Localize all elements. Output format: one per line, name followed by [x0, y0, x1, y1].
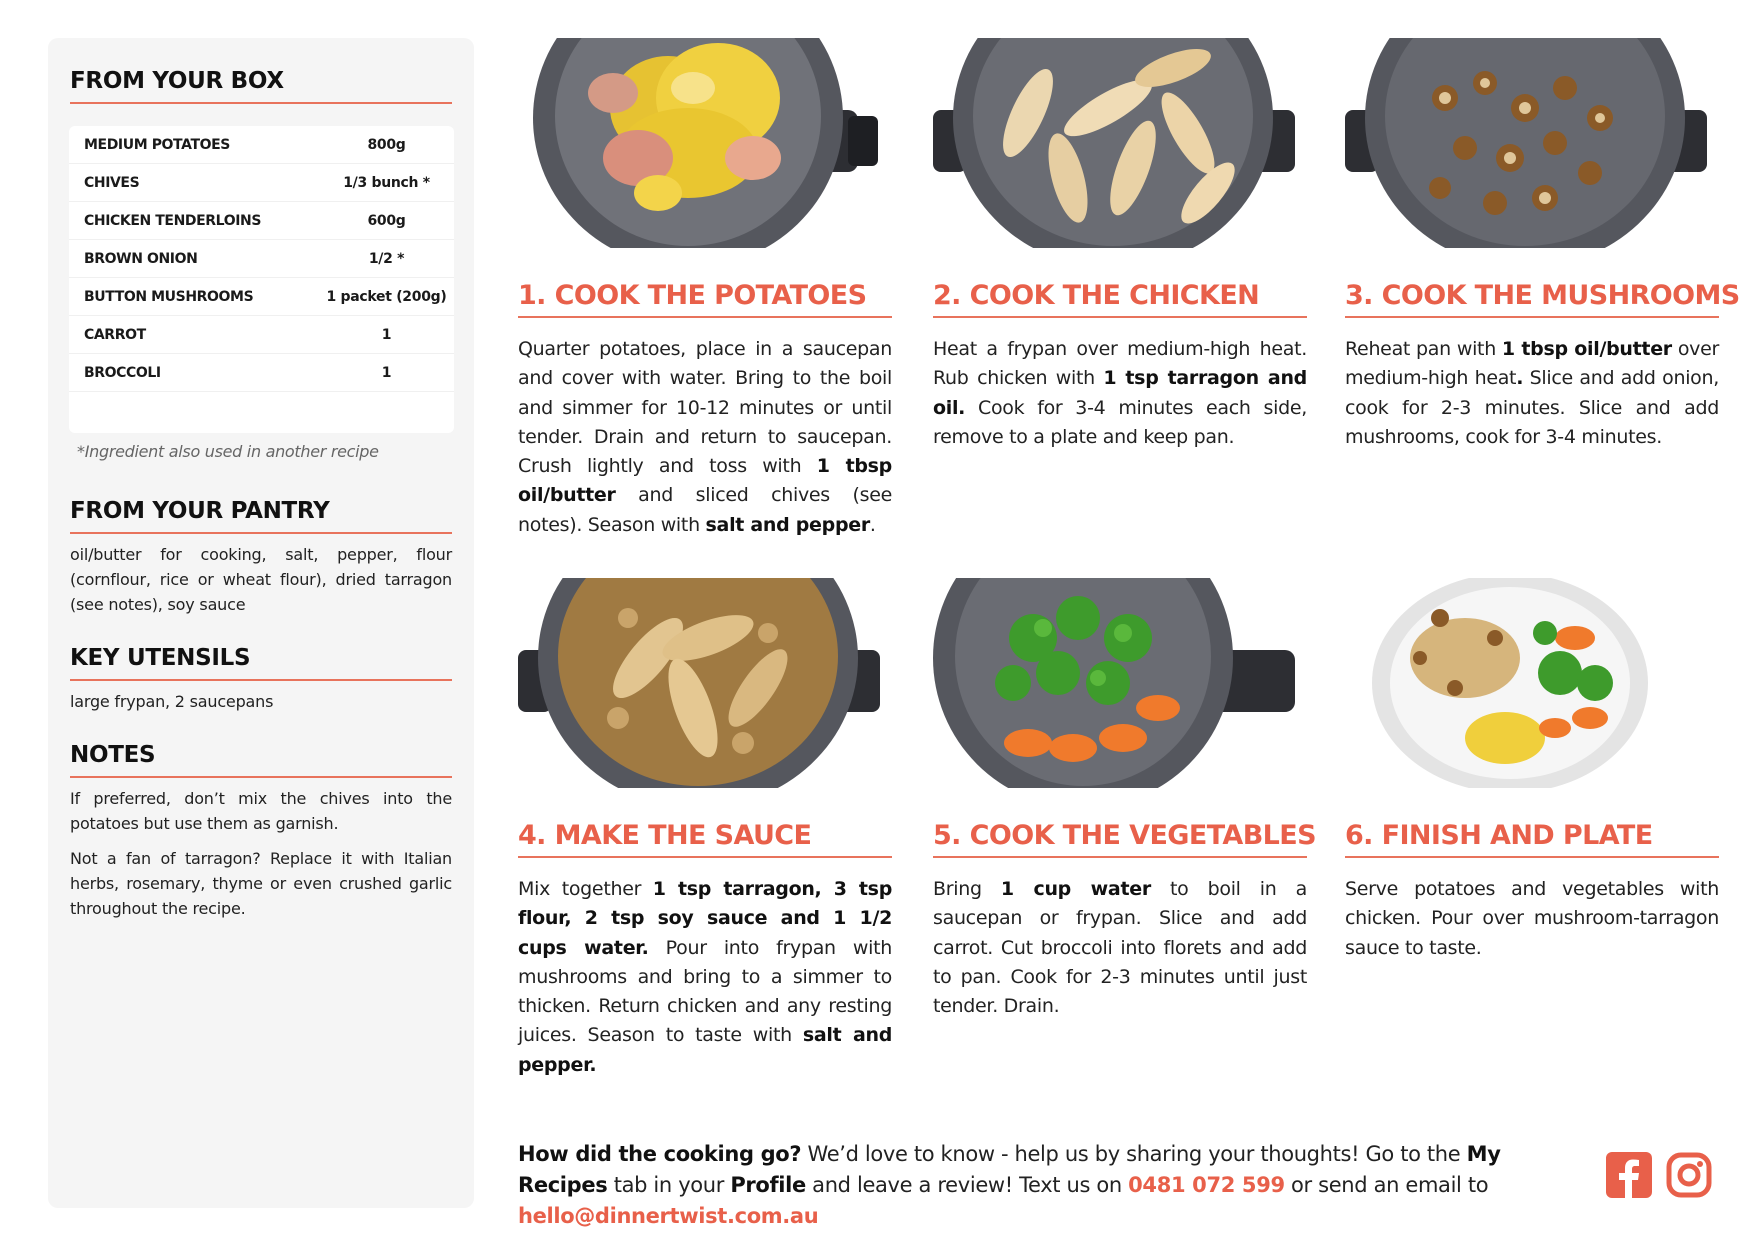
ingredient-qty: 600g [367, 212, 406, 229]
ingredient-qty: 1/3 bunch * [343, 174, 430, 191]
from-your-box-heading: FROM YOUR BOX [70, 68, 452, 104]
ingredient-name: MEDIUM POTATOES [84, 136, 230, 153]
step-2-photo [933, 38, 1295, 248]
pantry-heading: FROM YOUR PANTRY [70, 498, 452, 534]
ingredients-table [69, 126, 454, 433]
step-5-instructions: Bring 1 cup water to boil in a saucepan or frypan. Slice and add carrot. Cut broccoli into florets and add to pan. Cook for 2-3 minutes until just tender. Drain. [933, 878, 1307, 1018]
step-4-photo [518, 578, 880, 788]
notes-heading: NOTES [70, 742, 452, 778]
ingredient-name: BROWN ONION [84, 250, 198, 267]
ingredient-name: CHICKEN TENDERLOINS [84, 212, 262, 229]
ingredient-name: BUTTON MUSHROOMS [84, 288, 254, 305]
shared-ingredient-footnote: *Ingredient also used in another recipe [77, 442, 379, 461]
ingredient-row [69, 202, 454, 240]
step-3-instructions: Reheat pan with 1 tbsp oil/butter over medium-high heat. Slice and add onion, cook for 2-3 minutes. Slice and add mushrooms, cook for 3-4 minutes. [1345, 338, 1719, 448]
ingredient-row [69, 240, 454, 278]
ingredient-qty: 800g [367, 136, 406, 153]
step-3-title: 3. COOK THE MUSHROOMS [1345, 280, 1719, 318]
phone-link[interactable]: 0481 072 599 [1128, 1173, 1285, 1197]
ingredient-row [69, 126, 454, 164]
step-4-title: 4. MAKE THE SAUCE [518, 820, 892, 858]
pantry-text: oil/butter for cooking, salt, pepper, flour (cornflour, rice or wheat flour), dried tarragon (see notes), soy sauce [70, 545, 452, 614]
feedback-footer: How did the cooking go? We’d love to know - help us by sharing your thoughts! Go to the My Recipes tab in your Profile and leave a review! Text us on 0481 072 599 or send an email to hello@dinnertwist.com.au [518, 1142, 1501, 1228]
step-2-title: 2. COOK THE CHICKEN [933, 280, 1307, 318]
note-item: Not a fan of tarragon? Replace it with Italian herbs, rosemary, thyme or even crushed garlic throughout the recipe. [70, 849, 452, 918]
ingredient-row [69, 354, 454, 392]
ingredients-panel [48, 38, 474, 1208]
ingredient-row [69, 278, 454, 316]
ingredient-name: CHIVES [84, 174, 140, 191]
step-2-instructions: Heat a frypan over medium-high heat. Rub chicken with 1 tsp tarragon and oil. Cook for 3-4 minutes each side, remove to a plate and keep pan. [933, 338, 1307, 448]
instagram-icon[interactable] [1666, 1152, 1712, 1198]
step-1-photo [518, 38, 880, 248]
step-6-title: 6. FINISH AND PLATE [1345, 820, 1719, 858]
utensils-heading: KEY UTENSILS [70, 645, 452, 681]
step-4-instructions: Mix together 1 tsp tarragon, 3 tsp flour, 2 tsp soy sauce and 1 1/2 cups water. Pour into frypan with mushrooms and bring to a simmer to thicken. Return chicken and any resting juices. Season to taste with salt and pepper. [518, 878, 892, 1076]
note-item: If preferred, don’t mix the chives into the potatoes but use them as garnish. [70, 789, 452, 833]
step-1-instructions: Quarter potatoes, place in a saucepan and cover with water. Bring to the boil and simmer for 10-12 minutes or until tender. Drain and return to saucepan. Crush lightly and toss with 1 tbsp oil/butter and sliced chives (see notes). Season with salt and pepper. [518, 338, 892, 536]
ingredient-row [69, 164, 454, 202]
step-1-title: 1. COOK THE POTATOES [518, 280, 892, 318]
step-6-instructions: Serve potatoes and vegetables with chicken. Pour over mushroom-tarragon sauce to taste. [1345, 878, 1719, 959]
step-6-photo [1345, 578, 1707, 788]
step-5-title: 5. COOK THE VEGETABLES [933, 820, 1307, 858]
step-3-photo [1345, 38, 1707, 248]
ingredient-name: BROCCOLI [84, 364, 161, 381]
facebook-icon[interactable] [1606, 1152, 1652, 1198]
utensils-text: large frypan, 2 saucepans [70, 692, 274, 711]
ingredient-name: CARROT [84, 326, 146, 343]
ingredient-qty: 1/2 * [368, 250, 405, 267]
ingredient-row [69, 316, 454, 354]
ingredient-qty: 1 packet (200g) [326, 288, 447, 305]
step-5-photo [933, 578, 1295, 788]
ingredient-qty: 1 [381, 364, 392, 381]
email-link[interactable]: hello@dinnertwist.com.au [518, 1204, 819, 1228]
ingredient-qty: 1 [381, 326, 392, 343]
